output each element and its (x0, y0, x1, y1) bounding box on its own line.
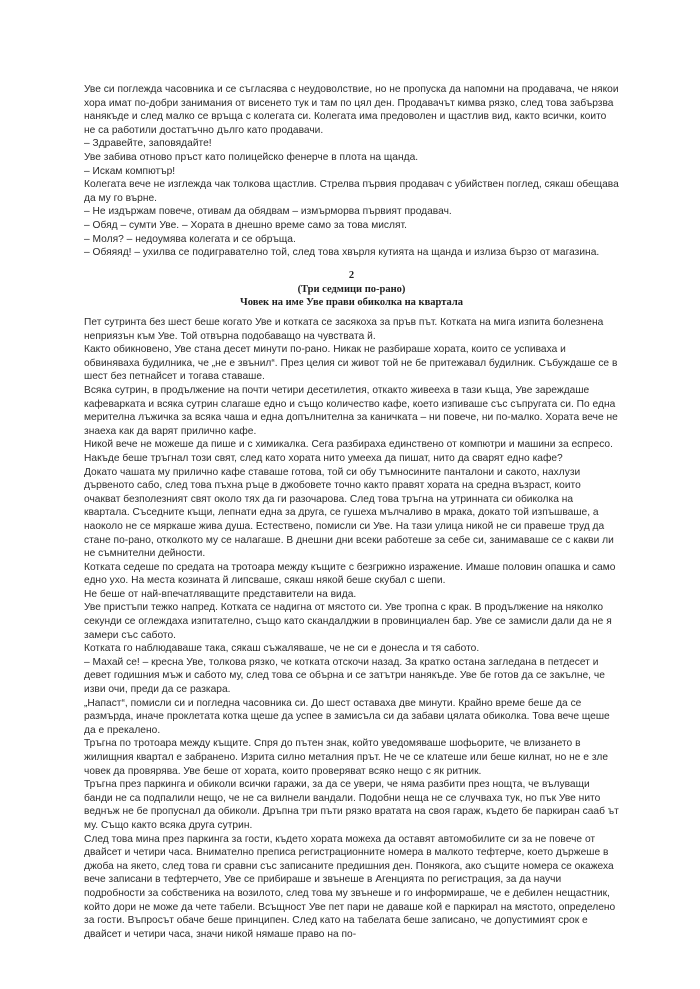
paragraph: Никой вече не можеше да пише и с химикалка. Сега разбираха единствено от компютри и машини за еспресо. Накъде беше тръгнал този свят, след като хората нито умееха да пишат, нито да сварят едно кафе? (84, 439, 613, 464)
paragraph: След това мина през паркинга за гости, където хората можеха да оставят автомобилите си за не повече от двайсет и четири часа. Внимателно преписа регистрационните номера в малкото тефтерче, което държеше в джоба на якето, след това ги сравни със записаните предишния ден. Понякога, ако същите номера се окажеха вече записани в тефтерчето, Уве се прибираше и звънеше в Агенцията по регистрация, за да научи подробности за собственика на возилото, след това му звънеше и го информираше, че е дебилен нещастник, който дори не може да чете табели. Всъщност Уве пет пари не даваше кой е паркирал на мястото, определено за гости. Въпросът обаче беше принципен. След като на табелата беше записано, че допустимият срок е двайсет и четири часа, значи никой нямаше право на по- (84, 833, 616, 940)
paragraph: Както обикновено, Уве стана десет минути по-рано. Никак не разбираше хората, които се успиваха и обвиняваха будилника, че „не е звънил“. През целия си живот той не бе притежавал будилник. Събуждаше се в шест без петнайсет и тогава ставаше. (84, 344, 618, 383)
paragraph: Котката го наблюдаваше така, сякаш съжаляваше, че не си е донесла и тя сабото. (84, 643, 480, 655)
paragraph: Котката седеше по средата на тротоара между къщите с безгрижно изражение. Имаше половин опашка и само едно ухо. На места козината й липсваше, сякаш някой беше скубал с шепи. (84, 561, 616, 587)
chapter-number: 2 (348, 270, 355, 281)
chapter-title: Човек на име Уве прави обиколка на квартала (240, 297, 463, 308)
paragraph: Тръгна по тротоара между къщите. Спря до пътен знак, който уведомяваше шофьорите, че влизането в жилищния квартал е забранено. Изрита силно металния прът. Не че се клатеше или беше килнат, но не е зле човек да провярява. Уве беше от хората, които проверяват всяко нещо с як ритник. (84, 738, 609, 777)
paragraph: – Махай се! – кресна Уве, толкова рязко, че котката отскочи назад. За кратко остана загледана в петдесет и девет годишния мъж и сабото му, след това се обърна и се затътри нанякъде. Уве бе готов да се закълне, че изви очи, преди да се разкара. (84, 656, 605, 696)
paragraph: Тръгна през паркинга и обиколи всички гаражи, за да се увери, че няма разбити през нощта, че вълуващи банди не са подпалили нещо, че не са вилнели вандали. Подобни неща не се случваха тук, но пък Уве нито веднъж не бе пропуснал да обиколи. Дръпна три пъти рязко вратата на своя гараж, където бе паркиран сааб ът му. Също както всяка друга сутрин. (84, 779, 619, 831)
text-block-top (84, 83, 619, 260)
paragraph: Не беше от най-впечатляващите представители на вида. (84, 588, 357, 600)
paragraph: Уве пристъпи тежко напред. Котката се надигна от мястото си. Уве тропна с крак. В продължение на няколко секунди се оглеждаха изпитателно, също като скандалджии в провинциален бар. Уве се замисли дали да не я замери със сабото. (84, 602, 612, 641)
text-block-main (84, 316, 619, 941)
paragraph: – Не издържам повече, отивам да обядвам – измърморва първият продавач. (84, 206, 452, 218)
paragraph: – Обяд – сумти Уве. – Хората в днешно време само за това мислят. (84, 219, 407, 231)
paragraph: – Обяяяд! – ухилва се подигравателно той, след това хвърля кутията на щанда и излиза бързо от магазина. (84, 247, 600, 259)
paragraph: Пет сутринта без шест беше когато Уве и котката се засякоха за пръв път. Котката на мига изпита болезнена неприязън към Уве. Той отвърна подобаващо на чувствата й. (84, 317, 604, 342)
paragraph: Уве си поглежда часовника и се съгласява с неудоволствие, но не пропуска да напомни на продавача, че някои хора имат по-добри занимания от висенето тук и там по цял ден. Продавачът кимва рязко, след това забързва нанякъде и след малко се връща с колегата си. Колегата има предоволен и щастлив вид, както всички, които не са работили достатъчно дълго като продавачи. (84, 84, 619, 136)
paragraph: Всяка сутрин, в продължение на почти четири десетилетия, откакто живееха в тази къща, Уве зареждаше кафеварката и всяка сутрин слагаше едно и също количество кафе, което изпиваше със съпругата си. По една мерителна лъжичка за всяка чаша и една допълнителна за каничката – ни повече, ни по-малко. Хората вече не знаеха как да варят прилично кафе. (84, 384, 618, 437)
paragraph: – Искам компютър! (84, 165, 176, 177)
paragraph: „Напаст“, помисли си и погледна часовника си. До шест оставаха две минути. Крайно време беше да се размърда, иначе проклетата котка щеше да успее в замисъла си да забави цялата обиколка. Това вече щеше да е прекалено. (84, 697, 610, 736)
chapter-heading (84, 269, 619, 310)
paragraph: Колегата вече не изглежда чак толкова щастлив. Стрелва първия продавач с убийствен поглед, сякаш обещава да му го върне. (84, 179, 619, 204)
chapter-subtitle: (Три седмици по-рано) (297, 283, 406, 295)
paragraph: Докато чашата му прилично кафе ставаше готова, той си обу тъмносините панталони и сакото, нахлузи дървеното сабо, след това пъхна ръце в джобовете точно както правят хората на средна възраст, които очакват безполезният свят около тях да ги разочарова. След това тръгна на утринната си обиколка на квартала. Съседните къщи, лепнати една за друга, се гушеха мълчаливо в мрака, докато той изпъшваше, а наоколо не се мяркаше жива душа. Естествено, помисли си Уве. На тази улица никой не си правеше труд да стане по-рано, отколкото му се налагаше. В днешни дни всеки работеше за себе си, занимаваше се с какви ли не съмнителни дейности. (84, 466, 614, 560)
paragraph: – Здравейте, заповядайте! (84, 138, 212, 150)
paragraph: – Моля? – недоумява колегата и се обръща. (84, 233, 296, 245)
paragraph: Уве забива отново пръст като полицейско фенерче в плота на щанда. (84, 151, 419, 163)
